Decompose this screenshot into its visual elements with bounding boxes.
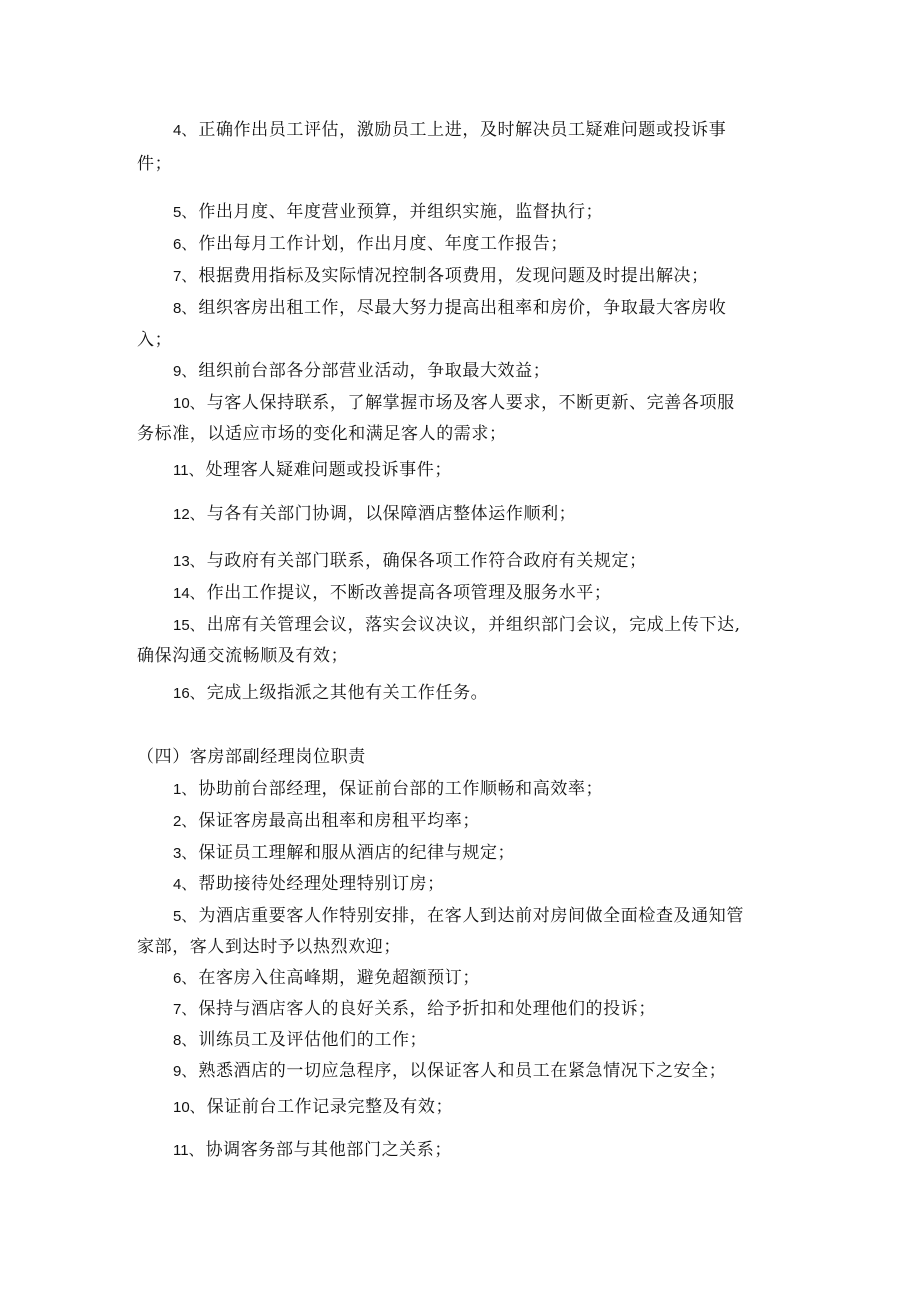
- list-item: [173, 360, 550, 383]
- item-text: 保证员工理解和服从酒店的纪律与规定；: [198, 843, 516, 863]
- item-number: 11、: [173, 1142, 204, 1159]
- list-item-continuation: 务标准，以适应市场的变化和满足客人的需求；: [137, 424, 507, 444]
- item-number: 8、: [173, 1032, 197, 1049]
- item-text: 与客人保持联系，了解掌握市场及客人要求，不断更新、完善各项服: [206, 393, 735, 413]
- item-text: 训练员工及评估他们的工作；: [198, 1030, 428, 1050]
- item-text: 作出工作提议，不断改善提高各项管理及服务水平；: [206, 583, 612, 603]
- item-number: 7、: [173, 268, 197, 285]
- list-item: [173, 582, 612, 605]
- item-number: 10、: [173, 395, 205, 412]
- list-item: [173, 842, 515, 865]
- list-item: [173, 998, 656, 1021]
- item-number: 7、: [173, 1001, 197, 1018]
- item-text: 处理客人疑难问题或投诉事件；: [205, 460, 452, 480]
- item-text: 出席有关管理会议，落实会议决议，并组织部门会议，完成上传下达,: [206, 615, 741, 635]
- item-number: 6、: [173, 970, 197, 987]
- item-text: 与各有关部门协调，以保障酒店整体运作顺利；: [206, 504, 577, 524]
- item-number: 2、: [173, 813, 197, 830]
- item-number: 4、: [173, 876, 197, 893]
- item-number: 9、: [173, 363, 197, 380]
- list-item: [173, 297, 726, 320]
- item-text: 保持与酒店客人的良好关系，给予折扣和处理他们的投诉；: [198, 999, 656, 1019]
- item-number: 3、: [173, 845, 197, 862]
- item-number: 12、: [173, 506, 205, 523]
- item-text: 与政府有关部门联系，确保各项工作符合政府有关规定；: [206, 551, 647, 571]
- item-number: 8、: [173, 300, 197, 317]
- list-item: [173, 873, 445, 896]
- item-number: 1、: [173, 781, 197, 798]
- list-item: [173, 201, 603, 224]
- list-item: [173, 392, 735, 415]
- list-item: [173, 265, 709, 288]
- list-item: [173, 905, 744, 928]
- item-text: 完成上级指派之其他有关工作任务。: [206, 683, 489, 703]
- list-item: [173, 614, 741, 637]
- list-item: [173, 778, 603, 801]
- item-text: 帮助接待处经理处理特别订房；: [198, 874, 445, 894]
- list-item: [173, 119, 726, 142]
- item-number: 16、: [173, 685, 205, 702]
- item-text: 组织客房出租工作，尽最大努力提高出租率和房价，争取最大客房收: [198, 298, 727, 318]
- list-item: [173, 967, 480, 990]
- item-text: 在客房入住高峰期，避免超额预订；: [198, 968, 480, 988]
- list-item: [173, 550, 647, 573]
- item-number: 4、: [173, 122, 197, 139]
- list-item: [173, 682, 488, 705]
- item-text: 保证前台工作记录完整及有效；: [206, 1097, 454, 1117]
- item-number: 10、: [173, 1099, 205, 1116]
- list-item: [173, 1029, 427, 1052]
- list-item: [173, 1060, 726, 1083]
- item-text: 为酒店重要客人作特别安排，在客人到达前对房间做全面检查及通知管: [198, 906, 744, 926]
- item-number: 5、: [173, 908, 197, 925]
- list-item-continuation: 件；: [137, 154, 173, 174]
- item-number: 15、: [173, 617, 205, 634]
- item-number: 9、: [173, 1063, 197, 1080]
- item-text: 根据费用指标及实际情况控制各项费用，发现问题及时提出解决；: [198, 266, 709, 286]
- list-item-continuation: 家部，客人到达时予以热烈欢迎；: [137, 937, 401, 957]
- list-item: [173, 459, 452, 482]
- list-item: [173, 1139, 452, 1162]
- item-text: 协调客务部与其他部门之关系；: [205, 1140, 452, 1160]
- list-item: [173, 810, 480, 833]
- item-text: 熟悉酒店的一切应急程序，以保证客人和员工在紧急情况下之安全；: [198, 1061, 727, 1081]
- item-text: 作出月度、年度营业预算，并组织实施，监督执行；: [198, 202, 604, 222]
- item-text: 作出每月工作计划，作出月度、年度工作报告；: [198, 234, 568, 254]
- list-item: [173, 233, 568, 256]
- item-number: 14、: [173, 585, 205, 602]
- list-item-continuation: 入；: [137, 330, 173, 350]
- item-text: 协助前台部经理，保证前台部的工作顺畅和高效率；: [198, 779, 604, 799]
- item-text: 正确作出员工评估，激励员工上进，及时解决员工疑难问题或投诉事: [198, 120, 727, 140]
- list-item: [173, 1096, 453, 1119]
- item-number: 11、: [173, 462, 204, 479]
- list-item-continuation: 确保沟通交流畅顺及有效；: [137, 646, 349, 666]
- item-number: 13、: [173, 553, 205, 570]
- item-number: 6、: [173, 236, 197, 253]
- item-text: 保证客房最高出租率和房租平均率；: [198, 811, 480, 831]
- item-number: 5、: [173, 204, 197, 221]
- list-item: [173, 503, 576, 526]
- section-heading: （四）客房部副经理岗位职责: [137, 747, 366, 767]
- item-text: 组织前台部各分部营业活动，争取最大效益；: [198, 361, 551, 381]
